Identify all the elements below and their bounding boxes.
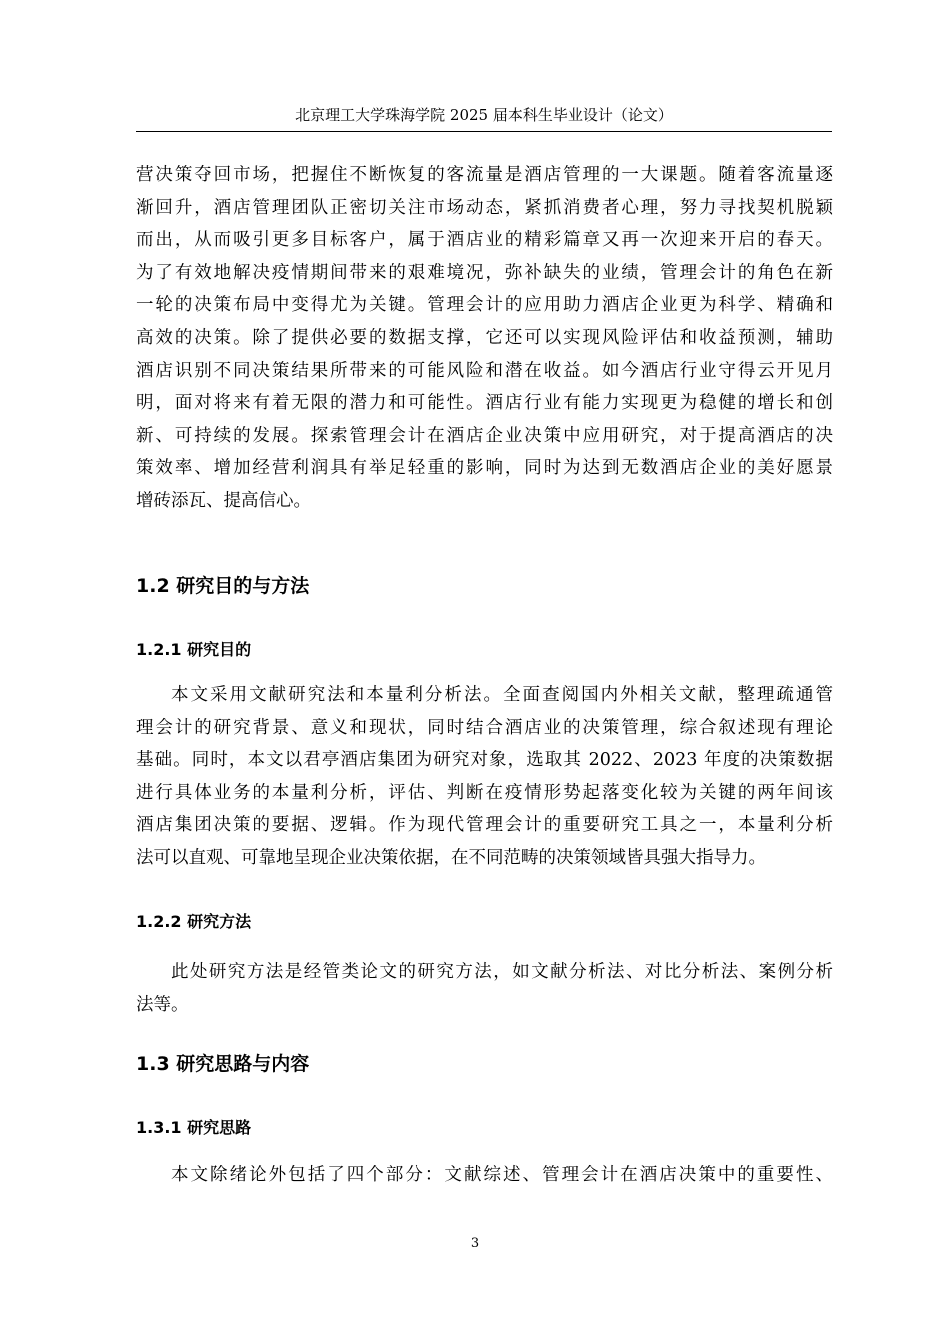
text-line: 渐回升，酒店管理团队正密切关注市场动态，紧抓消费者心理，努力寻找契机脱颖	[136, 197, 833, 218]
section-heading-1-3: 1.3 研究思路与内容	[136, 1053, 310, 1075]
subsection-heading-1-2-1: 1.2.1 研究目的	[136, 640, 252, 659]
text-line: 进行具体业务的本量利分析，评估、判断在疫情形势起落变化较为关键的两年间该	[136, 782, 833, 803]
text-line: 法可以直观、可靠地呈现企业决策依据，在不同范畴的决策领域皆具强大指导力。	[136, 847, 766, 868]
text-line: 而出，从而吸引更多目标客户，属于酒店业的精彩篇章又再一次迎来开启的春天。	[136, 230, 833, 251]
text-line: 一轮的决策布局中变得尤为关键。管理会计的应用助力酒店企业更为科学、精确和	[136, 295, 833, 316]
text-line: 本文除绪论外包括了四个部分：文献综述、管理会计在酒店决策中的重要性、	[171, 1165, 833, 1185]
text-line: 酒店集团决策的要据、逻辑。作为现代管理会计的重要研究工具之一，本量利分析	[136, 815, 833, 836]
text-line: 策效率、增加经营利润具有举足轻重的影响，同时为达到无数酒店企业的美好愿景	[136, 458, 833, 479]
body-paragraph-intro	[136, 159, 833, 518]
header-rule	[136, 131, 832, 132]
subsection-heading-1-2-2: 1.2.2 研究方法	[136, 912, 252, 931]
text-line: 明，面对将来有着无限的潜力和可能性。酒店行业有能力实现更为稳健的增长和创	[136, 393, 833, 414]
body-paragraph-research-approach	[136, 1159, 833, 1192]
text-line: 酒店识别不同决策结果所带来的可能风险和潜在收益。如今酒店行业守得云开见月	[136, 360, 833, 381]
text-line: 新、可持续的发展。探索管理会计在酒店企业决策中应用研究，对于提高酒店的决	[136, 425, 833, 446]
section-heading-1-2: 1.2 研究目的与方法	[136, 575, 310, 597]
text-line: 高效的决策。除了提供必要的数据支撑，它还可以实现风险评估和收益预测，辅助	[136, 327, 833, 348]
text-line: 为了有效地解决疫情期间带来的艰难境况，弥补缺失的业绩，管理会计的角色在新	[136, 262, 833, 283]
text-line: 基础。同时，本文以君亭酒店集团为研究对象，选取其 2022、2023 年度的决策数据	[136, 750, 833, 771]
text-line: 此处研究方法是经管类论文的研究方法，如文献分析法、对比分析法、案例分析	[171, 962, 833, 982]
subsection-heading-1-3-1: 1.3.1 研究思路	[136, 1118, 252, 1137]
text-line: 增砖添瓦、提高信心。	[136, 490, 311, 511]
running-header: 北京理工大学珠海学院 2025 届本科生毕业设计（论文）	[295, 106, 673, 124]
text-line: 营决策夺回市场，把握住不断恢复的客流量是酒店管理的一大课题。随着客流量逐	[136, 165, 833, 185]
text-line: 本文采用文献研究法和本量利分析法。全面查阅国内外相关文献，整理疏通管	[171, 685, 833, 705]
text-line: 法等。	[136, 994, 189, 1015]
body-paragraph-research-method	[136, 956, 833, 1021]
page-number: 3	[470, 1236, 480, 1251]
body-paragraph-research-purpose	[136, 679, 833, 875]
text-line: 理会计的研究背景、意义和现状，同时结合酒店业的决策管理，综合叙述现有理论	[136, 717, 833, 738]
